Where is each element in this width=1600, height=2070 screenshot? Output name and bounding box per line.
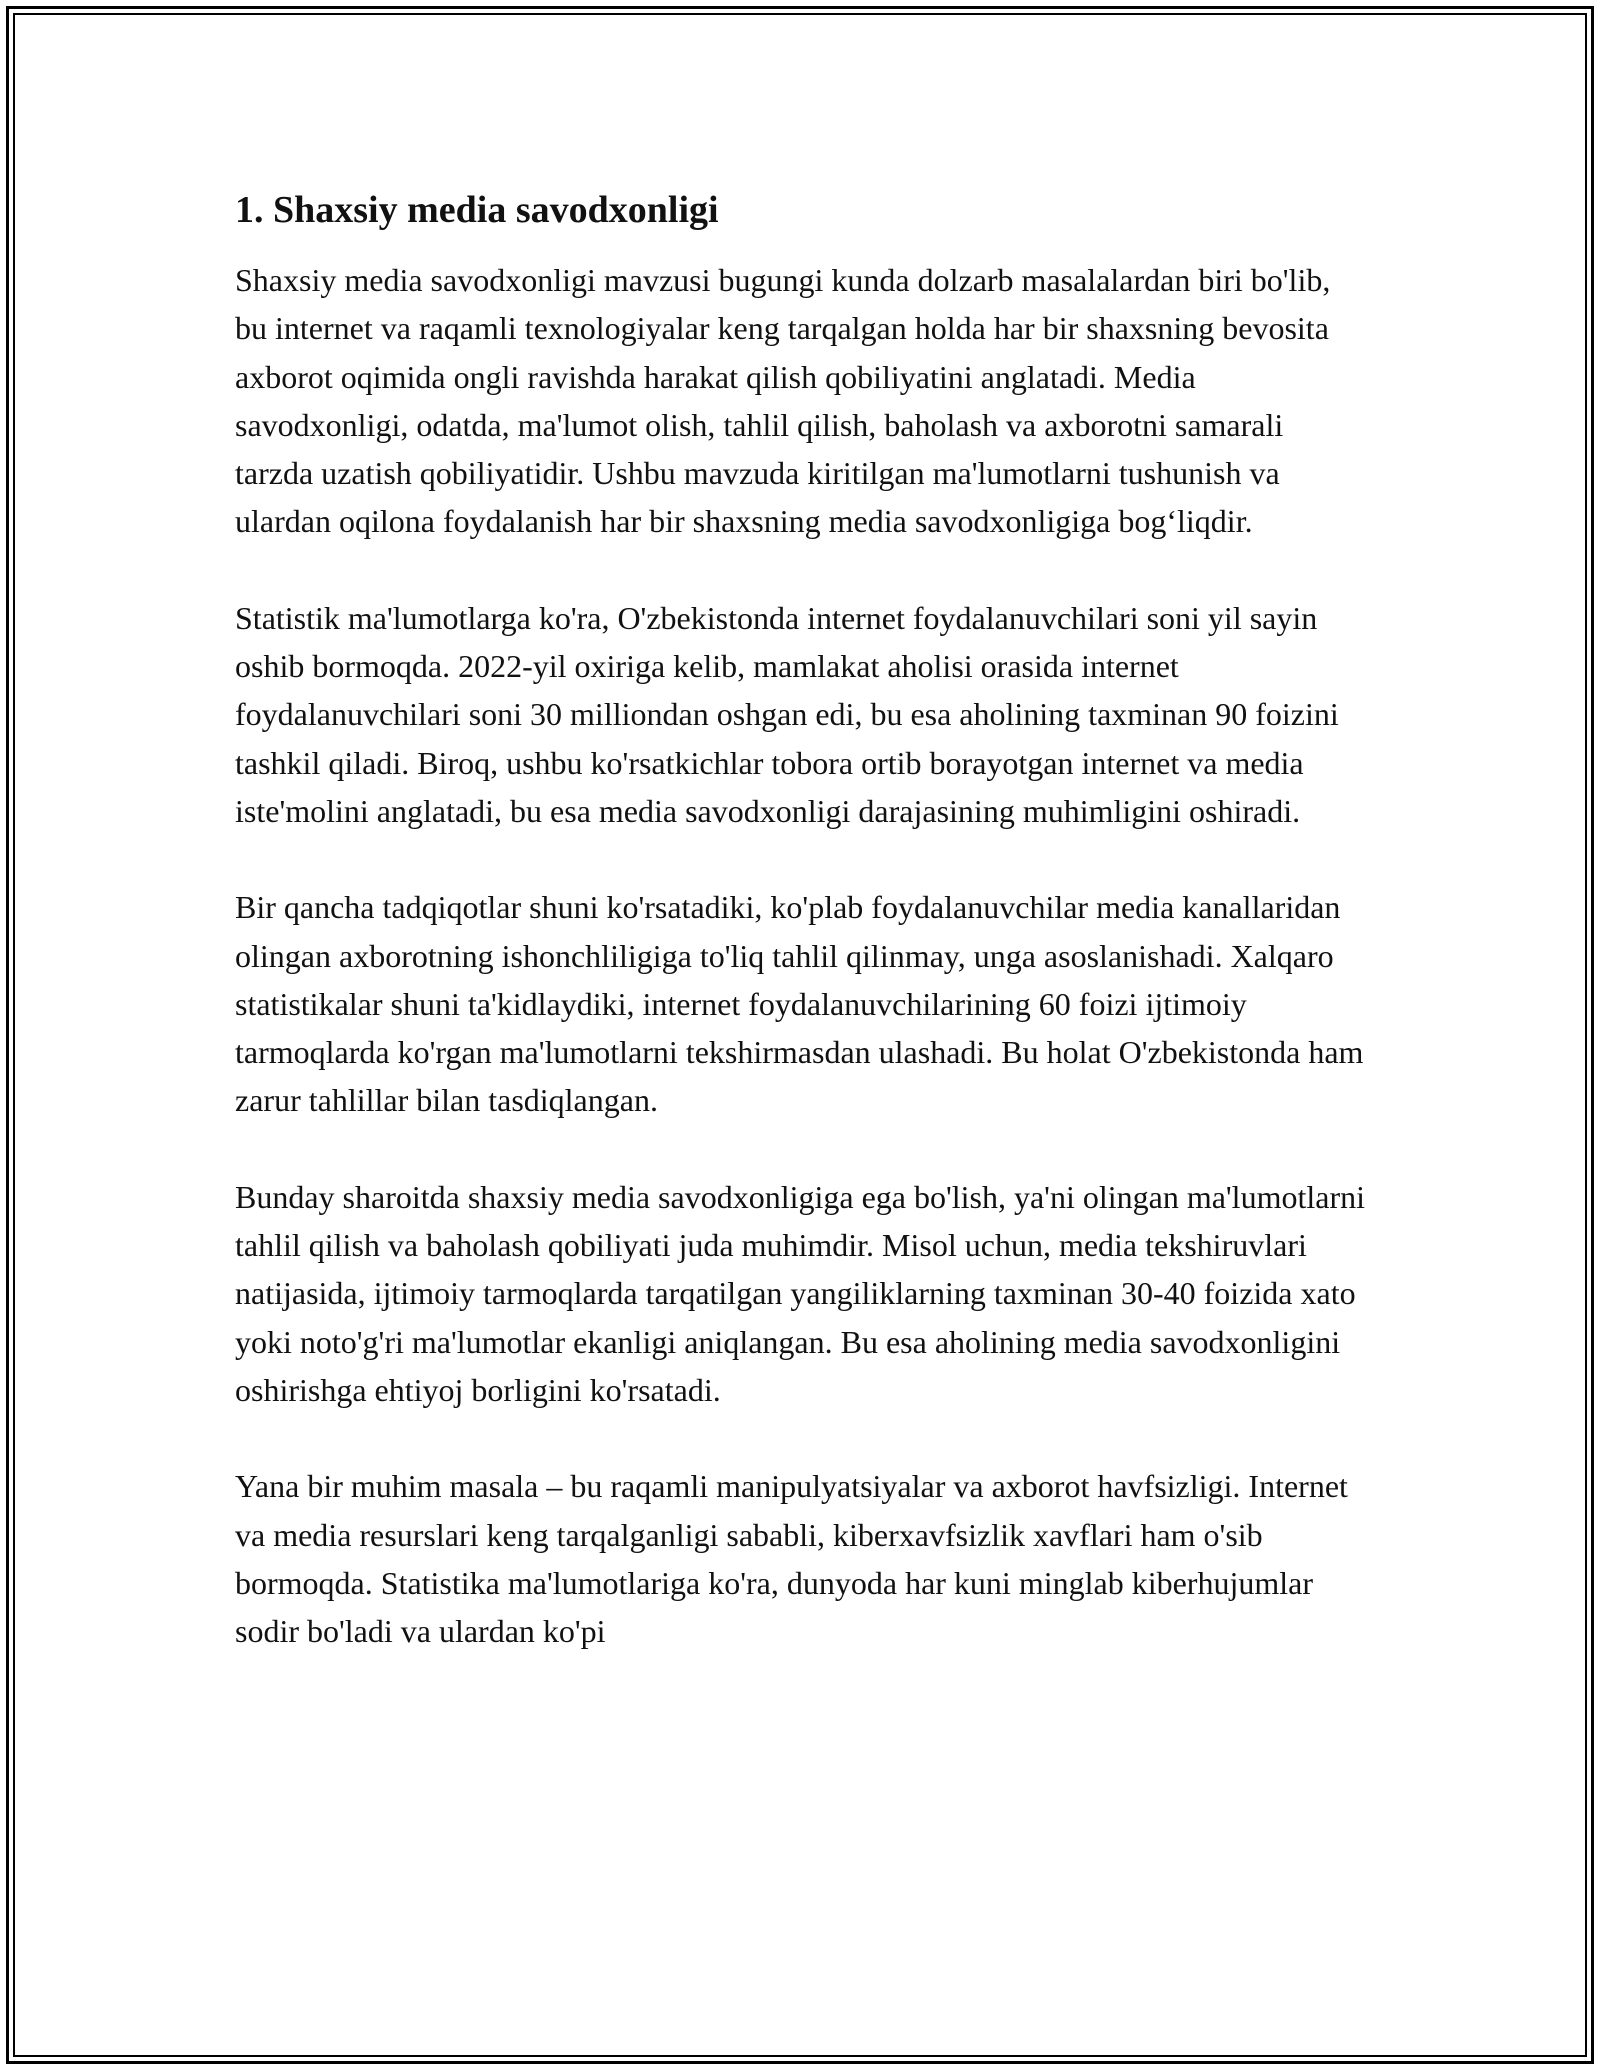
document-body bbox=[235, 186, 1365, 1703]
paragraph-4: Bunday sharoitda shaxsiy media savodxonligiga ega bo'lish, ya'ni olingan ma'lumotlarni tahlil qilish va baholash qobiliyati juda muhimdir. Misol uchun, media tekshiruvlari natijasida, ijtimoiy tarmoqlarda tarqatilgan yangiliklarning taxminan 30-40 foizida xato yoki noto'g'ri ma'lumotlar ekanligi aniqlangan. Bu esa aholining media savodxonligini oshirishga ehtiyoj borligini ko'rsatadi. bbox=[235, 1178, 1365, 1408]
paragraph-5: Yana bir muhim masala – bu raqamli manipulyatsiyalar va axborot havfsizligi. Internet va media resurslari keng tarqalganligi sababli, kiberxavfsizlik xavflari ham o'sib bormoqda. Statistika ma'lumotlariga ko'ra, dunyoda har kuni minglab kiberhujumlar sodir bo'ladi va ulardan ko'pi bbox=[235, 1468, 1348, 1650]
paragraph-1: Shaxsiy media savodxonligi mavzusi bugungi kunda dolzarb masalalardan biri bo'lib, bu internet va raqamli texnologiyalar keng tarqalgan holda har bir shaxsning bevosita axborot oqimida ongli ravishda harakat qilish qobiliyatini anglatadi. Media savodxonligi, odatda, ma'lumot olish, tahlil qilish, baholash va axborotni samarali tarzda uzatish qobiliyatidir. Ushbu mavzuda kiritilgan ma'lumotlarni tushunish va ulardan oqilona foydalanish har bir shaxsning media savodxonligiga bog‘liqdir. bbox=[235, 262, 1331, 540]
paragraph-2: Statistik ma'lumotlarga ko'ra, O'zbekistonda internet foydalanuvchilari soni yil sayin oshib bormoqda. 2022-yil oxiriga kelib, mamlakat aholisi orasida internet foydalanuvchilari soni 30 milliondan oshgan edi, bu esa aholining taxminan 90 foizini tashkil qiladi. Biroq, ushbu ko'rsatkichlar tobora ortib borayotgan internet va media iste'molini anglatadi, bu esa media savodxonligi darajasining muhimligini oshiradi. bbox=[235, 599, 1339, 829]
section-heading: 1. Shaxsiy media savodxonligi bbox=[235, 189, 719, 231]
paragraph-3: Bir qancha tadqiqotlar shuni ko'rsatadiki, ko'plab foydalanuvchilar media kanallaridan olingan axborotning ishonchliligiga to'liq tahlil qilinmay, unga asoslanishadi. Xalqaro statistikalar shuni ta'kidlaydiki, internet foydalanuvchilarining 60 foizi ijtimoiy tarmoqlarda ko'rgan ma'lumotlarni tekshirmasdan ulashadi. Bu holat O'zbekistonda ham zarur tahlillar bilan tasdiqlangan. bbox=[235, 889, 1364, 1119]
